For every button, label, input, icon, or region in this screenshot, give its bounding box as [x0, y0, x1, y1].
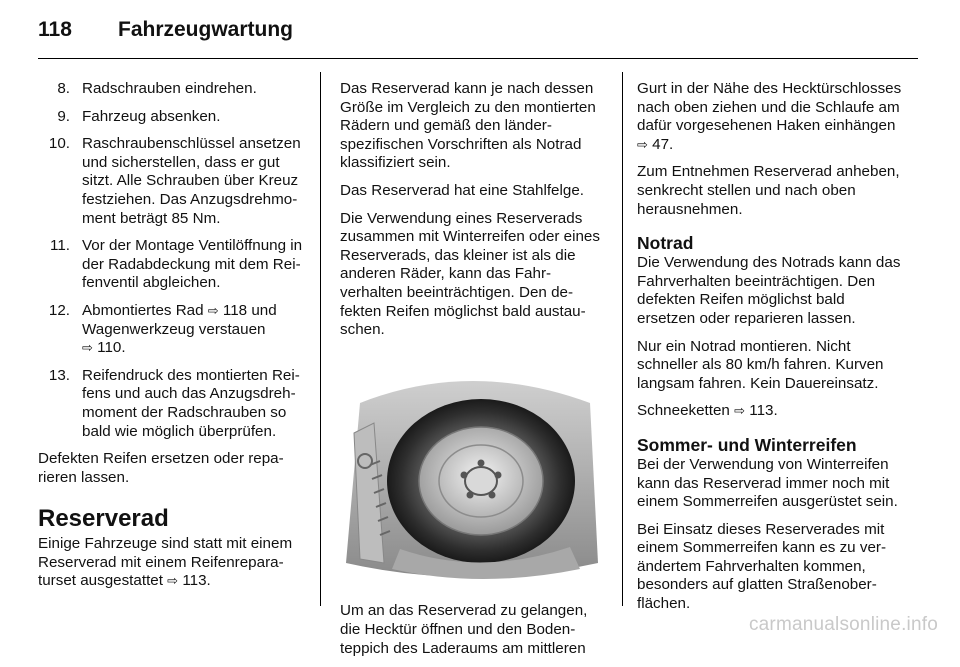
section-heading-notrad: Notrad — [637, 233, 694, 254]
page-title: Fahrzeugwartung — [118, 18, 294, 41]
paragraph: Zum Entnehmen Reserverad anheben, senkrecht stellen und nach oben herausnehmen. — [637, 163, 900, 218]
paragraph: Schneeketten ⇨ 113. — [637, 402, 778, 420]
list-item: 13. Reifendruck des montierten Reifens und auch das Anzugsdrehmoment der Radschrauben so bald wie möglich überprüfen. — [48, 366, 300, 440]
page-ref-arrow-icon: ⇨ — [207, 302, 219, 318]
page-number: 118 — [38, 18, 72, 41]
page-ref-arrow-icon: ⇨ — [167, 573, 179, 589]
paragraph: Defekten Reifen ersetzen oder reparieren lassen. — [38, 450, 284, 486]
list-item: 11. Vor der Montage Ventilöffnung in der Radabdeckung mit dem Reifenventil abgleichen. — [50, 237, 303, 292]
list-item: 8. Radschrauben eindrehen. — [57, 80, 257, 97]
page-ref-link[interactable]: 113 — [749, 402, 774, 420]
paragraph: Gurt in der Nähe des Hecktürschlosses nach oben ziehen und die Schlaufe am dafür vorgesehenen Haken einhängen ⇨ 47. — [637, 80, 902, 153]
watermark: carmanualsonline.info — [748, 614, 938, 635]
header-rule — [38, 58, 918, 59]
paragraph: Um an das Reserverad zu gelangen, die Hecktür öffnen und den Bodenteppich des Laderaums am mittleren — [340, 602, 588, 657]
paragraph: Die Verwendung eines Reserverads zusammen mit Winterreifen oder eines Reserverads, das kleiner ist als die anderen Räder, kann das Fahrverhalten beeinträchtigen. Den defekten Reifen möglichst bald austauschen. — [340, 209, 600, 339]
paragraph: Nur ein Notrad montieren. Nicht schneller als 80 km/h fahren. Kurven langsam fahren. Kein Dauereinsatz. — [637, 337, 884, 392]
paragraph: Bei Einsatz dieses Reserverades mit einem Sommerreifen kann es zu verändertem Fahrverhalten kommen, besonders auf glatten Straßenoberflächen. — [637, 520, 887, 613]
list-item: 12. Abmontiertes Rad ⇨ 118 und Wagenwerkzeug verstauen ⇨ 110. — [48, 301, 277, 357]
page-ref-arrow-icon: ⇨ — [734, 403, 746, 419]
list-item: 9. Fahrzeug absenken. — [57, 107, 221, 125]
list-item: 10. Raschraubenschlüssel ansetzen und sicherstellen, dass er gut sitzt. Alle Schrauben über Kreuz festziehen. Das Anzugsdrehmoment beträgt 85 Nm. — [48, 135, 301, 227]
page-ref-link[interactable]: 110 — [97, 339, 122, 357]
column-2 — [340, 80, 606, 667]
column-3 — [637, 80, 903, 623]
spare-wheel-illustration — [340, 363, 602, 581]
column-divider-2 — [622, 72, 623, 606]
page-ref-arrow-icon: ⇨ — [82, 340, 93, 356]
section-heading-reserverad: Reserverad — [38, 505, 169, 533]
page-header — [38, 18, 918, 52]
paragraph: Einige Fahrzeuge sind statt mit einem Reserverad mit einem Reifenreparaturset ausgestattet ⇨ 113. — [38, 535, 293, 590]
page-ref-arrow-icon: ⇨ — [637, 136, 648, 152]
page-ref-link[interactable]: 113 — [182, 572, 207, 590]
paragraph: Das Reserverad hat eine Stahlfelge. — [340, 181, 584, 199]
paragraph: Die Verwendung des Notrads kann das Fahrverhalten beeinträchtigen. Den defekten Reifen möglichst bald ersetzen oder reparieren lassen. — [637, 254, 901, 327]
paragraph: Bei der Verwendung von Winterreifen kann das Reserverad immer noch mit einem Sommerreifen ausgerüstet sein. — [637, 455, 898, 511]
page-ref-link[interactable]: 118 — [222, 301, 248, 319]
page-ref-link[interactable]: 47 — [652, 135, 670, 153]
column-1 — [38, 80, 304, 600]
column-divider-1 — [320, 72, 321, 606]
paragraph: Das Reserverad kann je nach dessen Größe im Vergleich zu den montierten Rädern und gemäß den länderspezifischen Vorschriften als Notrad klassifiziert sein. — [340, 80, 596, 172]
section-heading-sommer-winterreifen: Sommer- und Winterreifen — [637, 434, 857, 455]
